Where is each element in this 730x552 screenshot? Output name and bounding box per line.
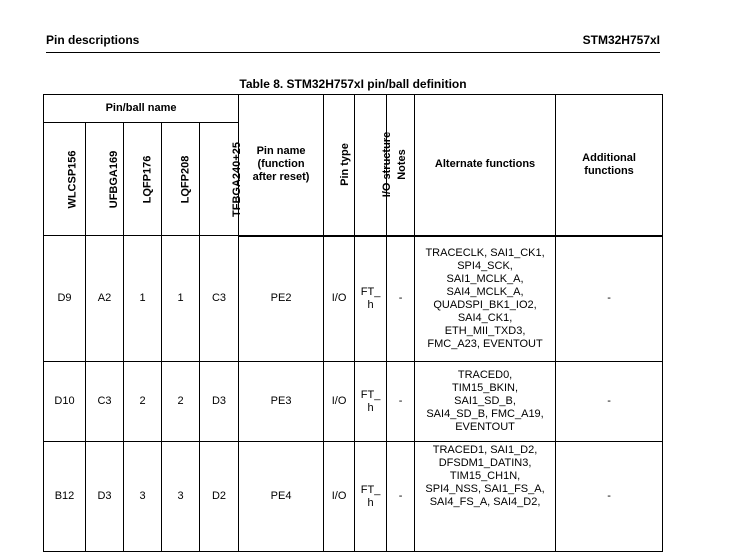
alt-line: SAI4_CK1, xyxy=(457,311,513,324)
pin-ball-name-header: Pin/ball name xyxy=(44,95,239,123)
cell-tfbga: C3 xyxy=(200,236,239,362)
cell-wlcsp: D10 xyxy=(44,362,86,442)
alt-line: SAI1_SD_B, xyxy=(454,395,516,407)
alt-line: SPI4_NSS, SAI1_FS_A, xyxy=(425,483,545,495)
alt-line: DFSDM1_DATIN3, xyxy=(438,457,532,469)
lqfp208-header xyxy=(162,123,200,236)
ufbga169-header xyxy=(86,123,124,236)
cell-pin-name: PE3 xyxy=(239,362,324,442)
table-title: Table 8. STM32H757xI pin/ball definition xyxy=(239,77,467,91)
io-structure-bottom: h xyxy=(367,496,374,509)
table-row xyxy=(44,442,663,552)
lqfp208-header-text: LQFP208 xyxy=(179,155,192,203)
cell-lqfp176: 3 xyxy=(124,442,162,552)
tfbga240-header xyxy=(200,123,243,236)
io-structure-bottom: h xyxy=(367,298,374,311)
page-header-section: Pin descriptions xyxy=(46,33,140,47)
cell-additional-functions: - xyxy=(556,236,663,362)
cell-notes: - xyxy=(387,442,415,552)
alt-line: EVENTOUT xyxy=(455,421,515,433)
ufbga169-header-text: UFBGA169 xyxy=(108,150,121,208)
alt-line: TRACECLK, SAI1_CK1, xyxy=(425,246,545,259)
alt-line: TIM15_CH1N, xyxy=(449,470,521,482)
cell-alternate-functions xyxy=(415,236,556,362)
cell-pin-name: PE4 xyxy=(239,442,324,552)
cell-additional-functions: - xyxy=(556,442,663,552)
io-structure-top: FT_ xyxy=(360,483,381,496)
cell-lqfp208: 3 xyxy=(162,442,200,552)
cell-pin-type: I/O xyxy=(324,362,355,442)
cell-pin-type: I/O xyxy=(324,442,355,552)
cell-lqfp176: 2 xyxy=(124,362,162,442)
cell-lqfp176: 1 xyxy=(124,236,162,362)
alt-line: ETH_MII_TXD3, xyxy=(444,324,526,337)
alt-line: SAI1_MCLK_A, xyxy=(446,272,524,285)
notes-header-text: Notes xyxy=(395,149,408,181)
io-structure-top: FT_ xyxy=(360,285,381,298)
pin-name-header xyxy=(239,95,324,236)
alt-line: TRACED1, SAI1_D2, xyxy=(432,444,538,456)
alt-line: SAI4_MCLK_A, xyxy=(446,285,524,298)
io-structure-top: FT_ xyxy=(360,388,381,401)
cell-wlcsp: D9 xyxy=(44,236,86,362)
additional-functions-header-text: Additional functions xyxy=(582,151,636,177)
lqfp176-header xyxy=(124,123,162,236)
cell-io-structure xyxy=(355,236,387,362)
cell-additional-functions: - xyxy=(556,362,663,442)
alt-line: SAI4_FS_A, SAI4_D2, xyxy=(429,496,541,508)
additional-functions-header xyxy=(556,95,663,236)
cell-io-structure xyxy=(355,362,387,442)
wlcsp156-header xyxy=(44,123,86,236)
alt-line: TRACED0, xyxy=(457,369,513,381)
pin-name-header-text: Pin name (function after reset) xyxy=(252,145,310,184)
cell-io-structure xyxy=(355,442,387,552)
table-row xyxy=(44,362,663,442)
cell-lqfp208: 2 xyxy=(162,362,200,442)
header-divider xyxy=(46,52,660,53)
cell-notes: - xyxy=(387,236,415,362)
cell-tfbga: D2 xyxy=(200,442,239,552)
alt-line: TIM15_BKIN, xyxy=(452,382,519,394)
alternate-functions-header: Alternate functions xyxy=(415,95,556,236)
alt-line: SPI4_SCK, xyxy=(457,259,513,272)
pin-definition-table xyxy=(43,94,663,552)
pin-type-header xyxy=(324,95,355,236)
wlcsp156-header-text: WLCSP156 xyxy=(66,149,79,209)
pin-type-header-text: Pin type xyxy=(338,143,351,187)
io-structure-bottom: h xyxy=(367,401,374,414)
cell-pin-type: I/O xyxy=(324,236,355,362)
tfbga240-header-text: TFBGA240+25 xyxy=(230,141,243,217)
cell-tfbga: D3 xyxy=(200,362,239,442)
io-structure-header xyxy=(355,95,394,236)
cell-notes: - xyxy=(387,362,415,442)
cell-ufbga: C3 xyxy=(86,362,124,442)
cell-pin-name: PE2 xyxy=(239,236,324,362)
cell-lqfp208: 1 xyxy=(162,236,200,362)
io-structure-header-text: I/O structure xyxy=(381,132,394,198)
cell-alternate-functions xyxy=(415,362,556,442)
alt-line: SAI4_SD_B, FMC_A19, xyxy=(426,408,544,420)
alt-line: FMC_A23, EVENTOUT xyxy=(427,337,543,350)
alt-line: QUADSPI_BK1_IO2, xyxy=(433,298,537,311)
lqfp176-header-text: LQFP176 xyxy=(141,155,154,203)
table-row xyxy=(44,236,663,362)
cell-alternate-functions xyxy=(415,442,556,552)
cell-ufbga: A2 xyxy=(86,236,124,362)
cell-ufbga: D3 xyxy=(86,442,124,552)
cell-wlcsp: B12 xyxy=(44,442,86,552)
page-header-part-number: STM32H757xI xyxy=(582,33,660,47)
